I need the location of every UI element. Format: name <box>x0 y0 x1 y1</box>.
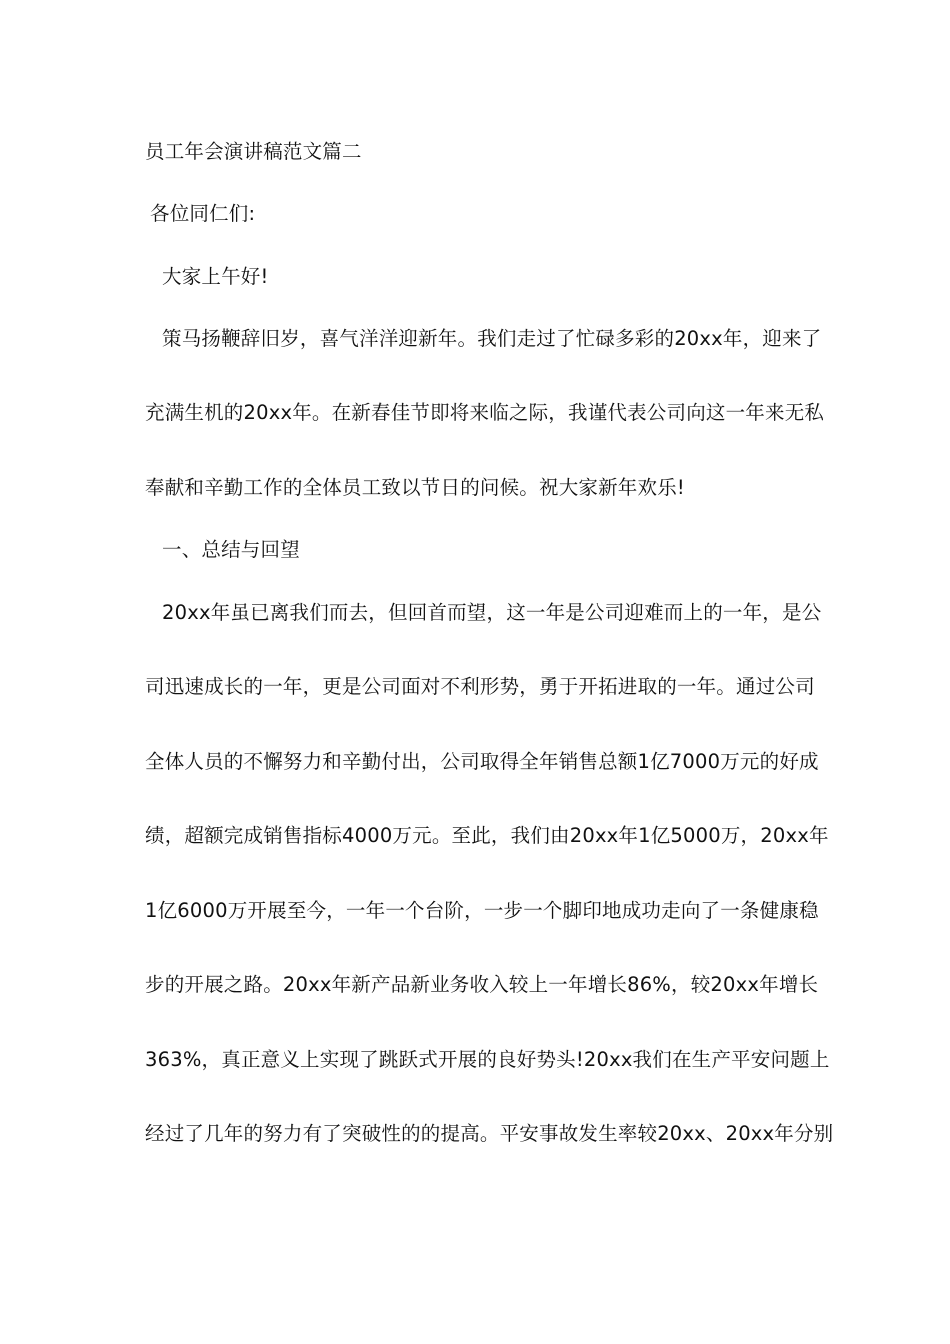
paragraph-line: 司迅速成长的一年，更是公司面对不利形势，勇于开拓进取的一年。通过公司 <box>145 675 815 698</box>
paragraph-line: 363%，真正意义上实现了跳跃式开展的良好势头!20xx我们在生产平安问题上 <box>145 1048 830 1071</box>
paragraph-line: 20xx年虽已离我们而去，但回首而望，这一年是公司迎难而上的一年，是公 <box>162 601 822 624</box>
paragraph-line: 充满生机的20xx年。在新春佳节即将来临之际，我谨代表公司向这一年来无私 <box>145 401 825 424</box>
document-title: 员工年会演讲稿范文篇二 <box>145 140 362 163</box>
paragraph-line: 策马扬鞭辞旧岁，喜气洋洋迎新年。我们走过了忙碌多彩的20xx年，迎来了 <box>162 327 822 350</box>
paragraph-line: 步的开展之路。20xx年新产品新业务收入较上一年增长86%，较20xx年增长 <box>145 973 819 996</box>
section-heading: 一、总结与回望 <box>162 538 300 561</box>
paragraph-line: 全体人员的不懈努力和辛勤付出，公司取得全年销售总额1亿7000万元的好成 <box>145 750 819 773</box>
salutation: 各位同仁们: <box>150 202 256 225</box>
paragraph-line: 1亿6000万开展至今，一年一个台阶，一步一个脚印地成功走向了一条健康稳 <box>145 899 819 922</box>
paragraph-line: 绩，超额完成销售指标4000万元。至此，我们由20xx年1亿5000万，20xx年 <box>145 824 829 847</box>
paragraph-line: 奉献和辛勤工作的全体员工致以节日的问候。祝大家新年欢乐! <box>145 476 685 499</box>
paragraph-line: 经过了几年的努力有了突破性的的提高。平安事故发生率较20xx、20xx年分别 <box>145 1122 834 1145</box>
greeting: 大家上午好! <box>162 265 269 288</box>
